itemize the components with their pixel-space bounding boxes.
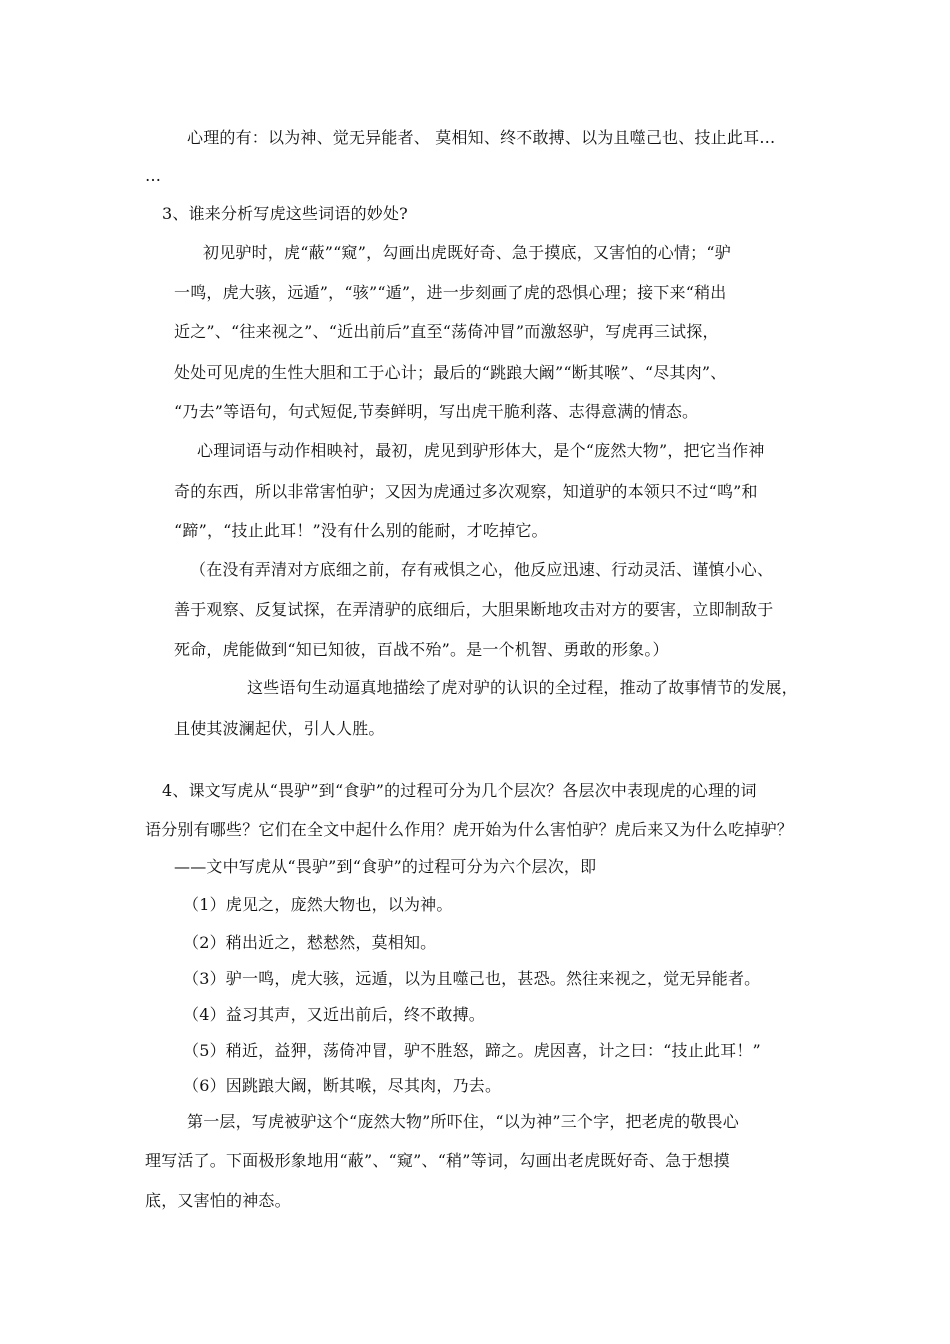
text-line: 语分别有哪些？它们在全文中起什么作用？虎开始为什么害怕驴？虎后来又为什么吃掉驴？ [145, 820, 794, 839]
list-item: （1）虎见之，庞然大物也，以为神。 [183, 895, 453, 914]
text-line: 处处可见虎的生性大胆和工于心计；最后的“跳踉大阚”“断其喉”、“尽其肉”、 [174, 363, 727, 382]
text-line: “乃去”等语句，句式短促,节奏鲜明，写出虎干脆利落、志得意满的情态。 [174, 402, 699, 421]
text-line: “蹄”，“技止此耳！”没有什么别的能耐，才吃掉它。 [174, 521, 548, 540]
list-item: （3）驴一鸣，虎大骇，远遁，以为且噬己也，甚恐。然往来视之，觉无异能者。 [183, 969, 761, 988]
text-line: 近之”、“往来视之”、“近出前后”直至“荡倚冲冒”而激怒驴，写虎再三试探， [174, 322, 719, 341]
list-item: （5）稍近，益狎，荡倚冲冒，驴不胜怒，蹄之。虎因喜，计之曰：“技止此耳！” [183, 1041, 761, 1060]
list-item: （4）益习其声，又近出前后，终不敢搏。 [183, 1005, 485, 1024]
text-line: 心理词语与动作相映衬，最初，虎见到驴形体大，是个“庞然大物”，把它当作神 [197, 441, 765, 460]
section-heading: 4、课文写虎从“畏驴”到“食驴”的过程可分为几个层次？各层次中表现虎的心理的词 [162, 781, 757, 800]
list-item: （6）因跳踉大阚，断其喉，尽其肉，乃去。 [183, 1076, 502, 1095]
list-item: （2）稍出近之，慭慭然，莫相知。 [183, 933, 437, 952]
text-line: 理写活了。下面极形象地用“蔽”、“窥”、“稍”等词，勾画出老虎既好奇、急于想摸 [145, 1151, 730, 1170]
text-line: 死命，虎能做到“知已知彼，百战不殆”。是一个机智、勇敢的形象。） [174, 640, 669, 659]
text-line: 第一层，写虎被驴这个“庞然大物”所吓住，“以为神”三个字，把老虎的敬畏心 [187, 1112, 739, 1131]
text-line: 初见驴时，虎“蔽”“窥”，勾画出虎既好奇、急于摸底，又害怕的心情；“驴 [203, 243, 731, 262]
text-line: … [145, 166, 162, 185]
text-line: 一鸣，虎大骇，远遁”，“骇”“遁”，进一步刻画了虎的恐惧心理；接下来“稍出 [174, 283, 727, 302]
text-line: 奇的东西，所以非常害怕驴；又因为虎通过多次观察，知道驴的本领只不过“鸣”和 [174, 482, 758, 501]
text-line: ——文中写虎从“畏驴”到“食驴”的过程可分为六个层次，即 [174, 857, 597, 876]
text-line: 底，又害怕的神态。 [145, 1191, 291, 1210]
text-line: 且使其波澜起伏，引人人胜。 [174, 719, 385, 738]
text-line: 善于观察、反复试探，在弄清驴的底细后，大胆果断地攻击对方的要害，立即制敌于 [174, 600, 774, 619]
text-line: 心理的有：以为神、觉无异能者、 莫相知、终不敢搏、以为且噬己也、技止此耳… [187, 128, 776, 147]
text-line: 这些语句生动逼真地描绘了虎对驴的认识的全过程，推动了故事情节的发展， [247, 678, 798, 697]
section-heading: 3、谁来分析写虎这些词语的妙处? [162, 204, 408, 223]
text-line: （在没有弄清对方底细之前，存有戒惧之心，他反应迅速、行动灵活、谨慎小心、 [190, 560, 774, 579]
